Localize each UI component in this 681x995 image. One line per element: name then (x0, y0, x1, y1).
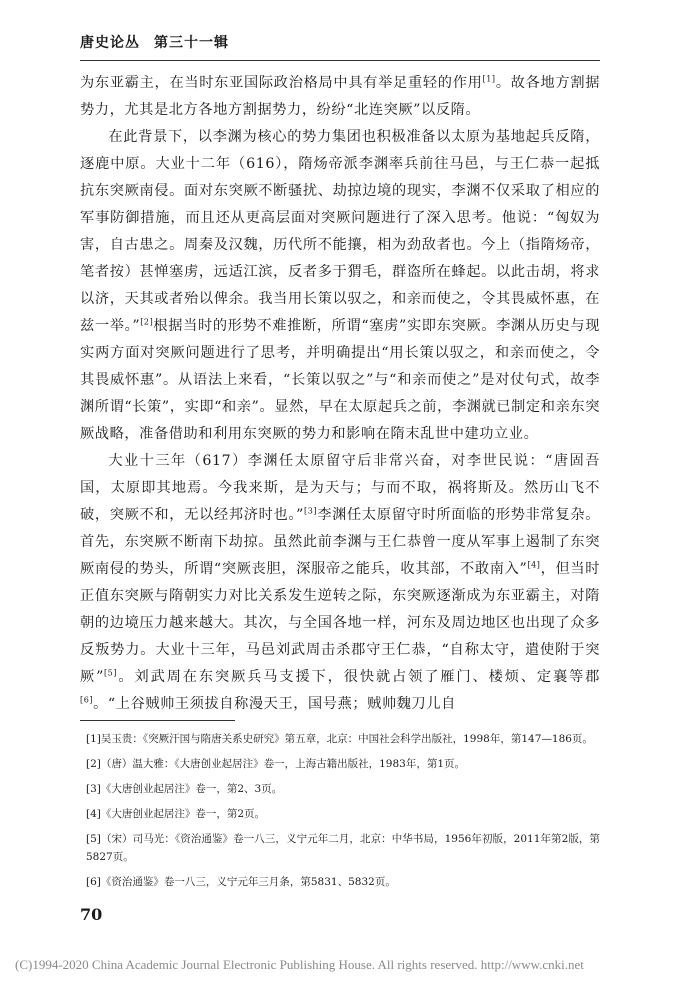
running-header (80, 32, 600, 52)
footnote-6: [6]《资治通鉴》卷一八三，义宁元年三月条，第5831、5832页。 (86, 876, 396, 888)
footnote-ref: [5] (103, 668, 118, 678)
footnote-separator (80, 720, 235, 721)
paragraph-text: 。故各地方割据势力，尤其是北方各地方割据势力，纷纷“北连突厥”以反隋。 (80, 75, 601, 118)
paragraph-text: 根据当时的形势不难推断，所谓“塞虏”实即东突厥。李渊从历史与现实两方面对突厥问题进行了思考，并明确提出“用长策以驭之，和亲而使之，令其畏威怀惠”。从语法上来看，“长策以驭之”与“和亲而使之”是对仗句式，故李渊所谓“长策”，实即“和亲”。显然，早在太原起兵之前，李渊就已制定和亲东突厥战略，准备借助和利用东突厥的势力和影响在隋末乱世中建功立业。 (80, 318, 601, 442)
footnote-ref: [4] (527, 560, 541, 570)
footnote-ref: [1] (482, 74, 496, 84)
paragraph-text: ，但当时正值东突厥与隋朝实力对比关系发生逆转之际，东突厥逐渐成为东亚霸主，对隋朝的边境压力越来越大。其次，与全国各地一样，河东及周边地区也出现了众多反叛势力。大业十三年，马邑刘武周击杀郡守王仁恭，“自称太守，遣使附于突厥” (80, 561, 601, 685)
paragraph-text: 。“上谷贼帅王须拔自称漫天王，国号燕；贼帅魏刀儿自 (93, 696, 456, 712)
footnote-ref: [2] (140, 317, 154, 327)
copyright-notice: (C)1994-2020 China Academic Journal Electronic Publishing House. All rights reserved. http://www.cnki.net (15, 957, 584, 972)
paragraph-2 (80, 124, 600, 448)
paragraph-1 (80, 70, 600, 124)
page-number: 70 (80, 905, 103, 924)
footnote-5: [5]（宋）司马光：《资治通鉴》卷一八三，义宁元年二月，北京：中华书局，1956年初版，2011年第2版，第5827页。 (86, 833, 600, 863)
journal-title: 唐史论丛 (80, 35, 140, 51)
footnote-ref: [6] (80, 695, 94, 705)
paragraph-text: 大业十三年（617）李渊任太原留守后非常兴奋，对李世民说：“唐固吾国，太原即其地焉。今我来斯，是为天与；与而不取，祸将斯及。然历山飞不破，突厥不和，无以经邦济时也。” (80, 453, 600, 523)
footnote-2: [2]（唐）温大雅：《大唐创业起居注》卷一，上海古籍出版社，1983年，第1页。 (86, 758, 466, 770)
paragraph-text: 为东亚霸主，在当时东亚国际政治格局中具有举足重轻的作用 (80, 75, 483, 91)
volume-label: 第三十一辑 (154, 35, 229, 51)
article-body (80, 70, 600, 718)
paragraph-text: 李渊任太原留守时所面临的形势非常复杂。首先，东突厥不断南下劫掠。虽然此前李渊与王仁恭曾一度从军事上遏制了东突厥南侵的势头，所谓“突厥丧胆，深服帝之能兵，收其部，不敢南入” (80, 507, 600, 577)
footnotes (80, 730, 600, 898)
paragraph-text: 。刘武周在东突厥兵马支援下，很快就占领了雁门、楼烦、定襄等郡 (117, 669, 600, 685)
footnote-3: [3]《大唐创业起居注》卷一，第2、3页。 (86, 783, 283, 795)
footnote-4: [4]《大唐创业起居注》卷一，第2页。 (86, 808, 266, 820)
paragraph-text: 在此背景下，以李渊为核心的势力集团也积极准备以太原为基地起兵反隋，逐鹿中原。大业十二年（616），隋炀帝派李渊率兵前往马邑，与王仁恭一起抵抗东突厥南侵。面对东突厥不断骚扰、劫掠边境的现实，李渊不仅采取了相应的军事防御措施，而且还从更高层面对突厥问题进行了深入思考。他说：“匈奴为害，自古患之。周秦及汉魏，历代所不能攘，相为劲敌者也。今上（指隋炀帝，笔者按）甚惮塞虏，远适江滨，反者多于猬毛，群盗所在蜂起。以此击胡，将求以济，天其或者殆以俾余。我当用长策以驭之，和亲而使之，令其畏威怀惠，在兹一举。” (80, 129, 600, 334)
header-rule (80, 60, 600, 61)
footnote-ref: [3] (304, 506, 318, 516)
paragraph-3 (80, 448, 600, 718)
footnote-1: [1]吴玉贵：《突厥汗国与隋唐关系史研究》第五章，北京：中国社会科学出版社，1998年，第147—186页。 (86, 733, 593, 745)
